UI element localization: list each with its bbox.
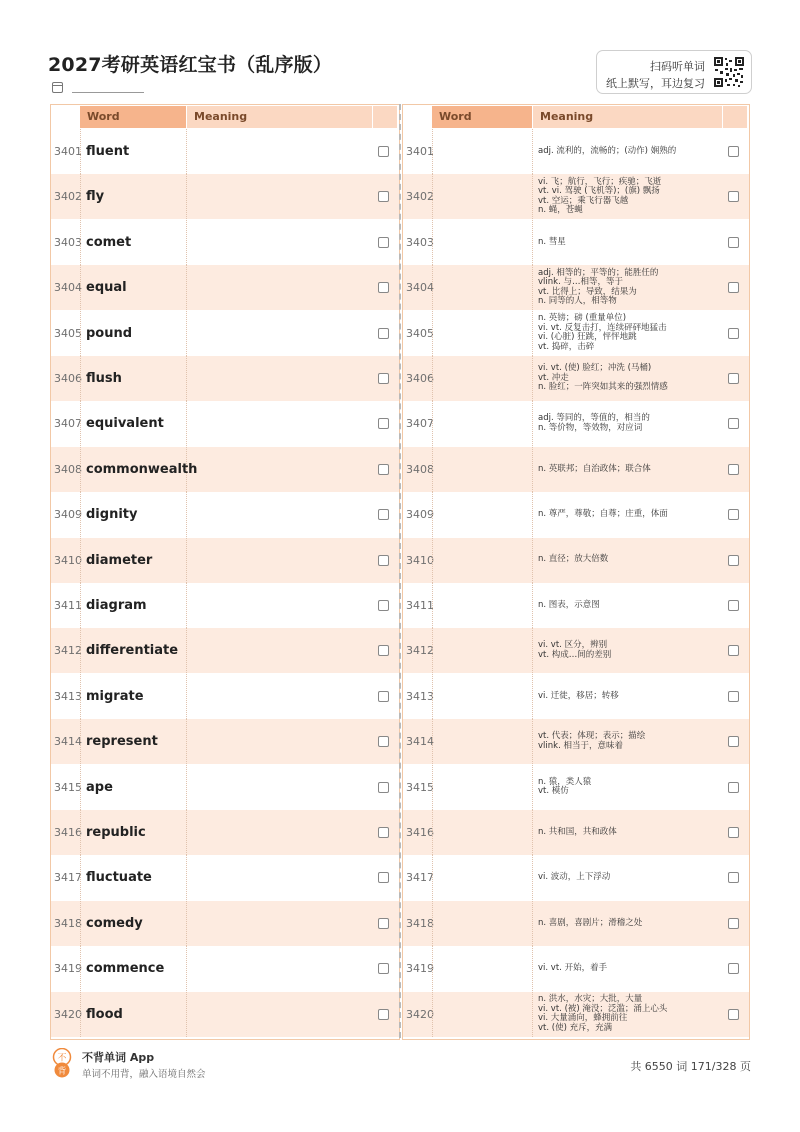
entry-number: 3420 bbox=[54, 1007, 82, 1021]
checkbox[interactable] bbox=[378, 146, 389, 157]
checkbox[interactable] bbox=[728, 373, 739, 384]
entry-number: 3404 bbox=[54, 281, 82, 295]
checkbox[interactable] bbox=[728, 418, 739, 429]
checkbox[interactable] bbox=[378, 328, 389, 339]
table-row bbox=[51, 538, 399, 583]
row-divider bbox=[186, 538, 187, 583]
table-row bbox=[51, 220, 399, 265]
table-row bbox=[403, 174, 749, 219]
row-divider bbox=[186, 311, 187, 356]
checkbox[interactable] bbox=[378, 191, 389, 202]
row-divider bbox=[80, 719, 81, 764]
meaning-text: n. 共和国，共和政体 bbox=[538, 826, 617, 837]
word-text: fluctuate bbox=[86, 870, 152, 886]
row-divider bbox=[432, 719, 433, 764]
word-text: fluent bbox=[86, 144, 130, 159]
entry-number: 3402 bbox=[406, 190, 434, 204]
word-text: equal bbox=[86, 280, 127, 296]
row-divider bbox=[432, 810, 433, 855]
meaning-column-header: Meaning bbox=[533, 106, 722, 128]
row-divider bbox=[432, 265, 433, 310]
row-divider bbox=[80, 311, 81, 356]
word-text: diagram bbox=[86, 598, 147, 613]
checkbox[interactable] bbox=[378, 782, 389, 793]
meaning-text: n. 喜剧，喜剧片；滑稽之处 bbox=[538, 917, 643, 928]
table-row bbox=[403, 946, 749, 991]
row-divider bbox=[186, 129, 187, 174]
meaning-text: vi. 波动，上下浮动 bbox=[538, 872, 611, 883]
word-text: equivalent bbox=[86, 416, 164, 432]
row-divider bbox=[432, 356, 433, 401]
table-row bbox=[403, 583, 749, 628]
row-divider bbox=[432, 401, 433, 446]
table-row bbox=[51, 901, 399, 946]
row-divider bbox=[532, 265, 533, 310]
table-row bbox=[403, 628, 749, 673]
meaning-text: vi. vt. (使) 脸红；冲洗 (马桶) vt. 冲走 n. 脸红；一阵突如其来的强烈情感 bbox=[538, 363, 668, 393]
row-divider bbox=[532, 946, 533, 991]
table-row bbox=[51, 174, 399, 219]
app-name: 不背单词 App bbox=[82, 1051, 155, 1064]
row-divider bbox=[186, 992, 187, 1037]
checkbox[interactable] bbox=[378, 509, 389, 520]
page-info: 共 6550 词 171/328 页 bbox=[630, 1060, 751, 1073]
table-row bbox=[403, 901, 749, 946]
row-divider bbox=[80, 129, 81, 174]
row-divider bbox=[432, 220, 433, 265]
checkbox[interactable] bbox=[728, 827, 739, 838]
meaning-text: n. 图表，示意图 bbox=[538, 599, 600, 610]
checkbox[interactable] bbox=[378, 918, 389, 929]
fold-divider bbox=[399, 104, 401, 1038]
row-divider bbox=[186, 583, 187, 628]
checkbox[interactable] bbox=[378, 237, 389, 248]
checkbox[interactable] bbox=[378, 963, 389, 974]
checkbox[interactable] bbox=[728, 509, 739, 520]
word-panel bbox=[50, 104, 400, 1040]
checkbox[interactable] bbox=[728, 282, 739, 293]
entry-number: 3409 bbox=[406, 508, 434, 522]
entry-number: 3404 bbox=[406, 281, 434, 295]
checkbox[interactable] bbox=[378, 373, 389, 384]
entry-number: 3408 bbox=[54, 462, 82, 476]
checkbox[interactable] bbox=[378, 418, 389, 429]
row-divider bbox=[80, 265, 81, 310]
row-divider bbox=[186, 810, 187, 855]
row-divider bbox=[186, 765, 187, 810]
table-row bbox=[51, 129, 399, 174]
checkbox[interactable] bbox=[728, 146, 739, 157]
row-divider bbox=[186, 901, 187, 946]
app-slogan: 单词不用背，融入语境自然会 bbox=[82, 1069, 206, 1080]
table-row bbox=[51, 992, 399, 1037]
checkbox[interactable] bbox=[728, 600, 739, 611]
row-divider bbox=[532, 356, 533, 401]
logo-bottom-glyph: 背 bbox=[57, 1066, 67, 1077]
table-row bbox=[51, 719, 399, 764]
checkbox[interactable] bbox=[378, 645, 389, 656]
entry-number: 3410 bbox=[406, 553, 434, 567]
entry-number: 3413 bbox=[406, 689, 434, 703]
row-divider bbox=[432, 992, 433, 1037]
table-row bbox=[51, 810, 399, 855]
row-divider bbox=[186, 356, 187, 401]
row-divider bbox=[80, 674, 81, 719]
table-row bbox=[51, 765, 399, 810]
row-divider bbox=[80, 538, 81, 583]
row-divider bbox=[80, 628, 81, 673]
row-divider bbox=[186, 674, 187, 719]
row-divider bbox=[432, 765, 433, 810]
row-divider bbox=[186, 401, 187, 446]
row-divider bbox=[186, 855, 187, 900]
meaning-text: vi. 飞；航行，飞行；疾驰；飞逝 vt. vi. 驾驶 (飞机等)；(旗) 飘扬 vt. 空运；乘飞行器飞越 n. 蝇，苍蝇 bbox=[538, 176, 662, 216]
qr-subcaption: 纸上默写，耳边复习 bbox=[606, 77, 705, 90]
entry-number: 3407 bbox=[406, 417, 434, 431]
row-divider bbox=[532, 129, 533, 174]
row-divider bbox=[432, 538, 433, 583]
row-divider bbox=[532, 220, 533, 265]
row-divider bbox=[532, 810, 533, 855]
checkbox[interactable] bbox=[378, 282, 389, 293]
entry-number: 3401 bbox=[406, 145, 434, 158]
row-divider bbox=[432, 901, 433, 946]
row-divider bbox=[532, 174, 533, 219]
meaning-column-header: Meaning bbox=[187, 106, 372, 128]
meaning-text: n. 猿，类人猿 vt. 模仿 bbox=[538, 776, 592, 797]
word-column-header: Word bbox=[432, 106, 532, 128]
table-row bbox=[51, 583, 399, 628]
word-text: dignity bbox=[86, 507, 138, 523]
meaning-text: n. 彗星 bbox=[538, 236, 566, 247]
checkbox[interactable] bbox=[728, 736, 739, 747]
date-line bbox=[72, 92, 144, 93]
table-row bbox=[403, 719, 749, 764]
row-divider bbox=[532, 765, 533, 810]
meaning-text: adj. 流利的，流畅的；(动作) 娴熟的 bbox=[538, 145, 677, 156]
entry-number: 3412 bbox=[406, 644, 434, 658]
word-text: diameter bbox=[86, 552, 153, 568]
table-row bbox=[51, 628, 399, 673]
table-row bbox=[403, 401, 749, 446]
table-row bbox=[403, 311, 749, 356]
word-text: comet bbox=[86, 234, 132, 250]
word-text: represent bbox=[86, 734, 158, 750]
table-row bbox=[51, 492, 399, 537]
row-divider bbox=[80, 356, 81, 401]
row-divider bbox=[532, 538, 533, 583]
table-row bbox=[403, 447, 749, 492]
qr-code-icon[interactable] bbox=[713, 56, 745, 88]
meaning-text: vt. 代表；体现；表示；描绘 vlink. 相当于，意味着 bbox=[538, 731, 646, 751]
table-row bbox=[403, 538, 749, 583]
meaning-text: vi. 迁徙，移居；转移 bbox=[538, 690, 619, 701]
logo-top-glyph: 不 bbox=[57, 1053, 67, 1064]
entry-number: 3415 bbox=[406, 780, 434, 794]
table-row bbox=[51, 311, 399, 356]
checkbox[interactable] bbox=[378, 872, 389, 883]
table-row bbox=[403, 810, 749, 855]
row-divider bbox=[532, 311, 533, 356]
checkbox[interactable] bbox=[378, 827, 389, 838]
checkbox[interactable] bbox=[728, 191, 739, 202]
row-divider bbox=[532, 628, 533, 673]
table-row bbox=[403, 129, 749, 174]
row-divider bbox=[80, 583, 81, 628]
word-text: flood bbox=[86, 1006, 123, 1022]
entry-number: 3403 bbox=[54, 235, 82, 249]
row-divider bbox=[80, 901, 81, 946]
meaning-text: n. 直径；放大倍数 bbox=[538, 554, 609, 565]
entry-number: 3413 bbox=[54, 689, 82, 703]
table-row bbox=[403, 765, 749, 810]
calendar-icon bbox=[52, 82, 63, 93]
row-divider bbox=[80, 992, 81, 1037]
entry-number: 3419 bbox=[54, 962, 82, 976]
entry-number: 3401 bbox=[54, 145, 82, 158]
table-row bbox=[403, 674, 749, 719]
row-divider bbox=[532, 719, 533, 764]
qr-caption: 扫码听单词 bbox=[650, 60, 705, 73]
entry-number: 3409 bbox=[54, 508, 82, 522]
entry-number: 3408 bbox=[406, 462, 434, 476]
checkbox[interactable] bbox=[728, 464, 739, 475]
row-divider bbox=[186, 492, 187, 537]
entry-number: 3417 bbox=[54, 871, 82, 885]
meaning-text: n. 洪水，水灾；大批，大量 vi. vt. (被) 淹没；泛滥；涌上心头 vi. 大量涌向，蜂拥前往 vt. (使) 充斥，充满 bbox=[538, 994, 668, 1033]
entry-number: 3410 bbox=[54, 553, 82, 567]
row-divider bbox=[186, 265, 187, 310]
meaning-panel bbox=[402, 104, 750, 1040]
row-divider bbox=[532, 992, 533, 1037]
entry-number: 3411 bbox=[406, 599, 434, 612]
row-divider bbox=[532, 674, 533, 719]
row-divider bbox=[432, 674, 433, 719]
entry-number: 3406 bbox=[54, 372, 82, 385]
row-divider bbox=[80, 946, 81, 991]
row-divider bbox=[186, 220, 187, 265]
entry-number: 3414 bbox=[406, 735, 434, 749]
meaning-text: vi. vt. 开始，着手 bbox=[538, 962, 608, 973]
table-row bbox=[51, 855, 399, 900]
row-divider bbox=[432, 855, 433, 900]
checkbox[interactable] bbox=[728, 1009, 739, 1020]
table-row bbox=[403, 855, 749, 900]
table-row bbox=[403, 220, 749, 265]
row-divider bbox=[432, 447, 433, 492]
table-row bbox=[51, 447, 399, 492]
checkbox[interactable] bbox=[728, 645, 739, 656]
entry-number: 3405 bbox=[54, 326, 82, 340]
word-text: ape bbox=[86, 779, 113, 795]
row-divider bbox=[186, 174, 187, 219]
row-divider bbox=[532, 401, 533, 446]
qr-card[interactable] bbox=[596, 50, 752, 94]
table-row bbox=[403, 492, 749, 537]
word-text: commonwealth bbox=[86, 461, 198, 477]
checkbox[interactable] bbox=[728, 782, 739, 793]
entry-number: 3415 bbox=[54, 780, 82, 794]
entry-number: 3420 bbox=[406, 1007, 434, 1021]
row-divider bbox=[432, 129, 433, 174]
row-divider bbox=[80, 855, 81, 900]
checkbox[interactable] bbox=[378, 555, 389, 566]
checkbox[interactable] bbox=[728, 555, 739, 566]
meaning-text: n. 英联邦；自治政体；联合体 bbox=[538, 463, 651, 474]
row-divider bbox=[432, 583, 433, 628]
word-text: differentiate bbox=[86, 643, 179, 659]
row-divider bbox=[186, 719, 187, 764]
meaning-text: n. 尊严，尊敬；自尊；庄重，体面 bbox=[538, 508, 668, 519]
checkbox[interactable] bbox=[378, 600, 389, 611]
row-divider bbox=[80, 447, 81, 492]
table-row bbox=[403, 265, 749, 310]
checkbox[interactable] bbox=[378, 691, 389, 702]
table-row bbox=[51, 401, 399, 446]
entry-number: 3405 bbox=[406, 326, 434, 340]
row-divider bbox=[432, 311, 433, 356]
row-divider bbox=[432, 492, 433, 537]
checkbox[interactable] bbox=[728, 237, 739, 248]
meaning-text: vi. vt. 区分，辨别 vt. 构成…间的差别 bbox=[538, 640, 612, 660]
row-divider bbox=[432, 628, 433, 673]
checkbox[interactable] bbox=[728, 872, 739, 883]
entry-number: 3412 bbox=[54, 644, 82, 658]
word-text: republic bbox=[86, 825, 146, 840]
entry-number: 3418 bbox=[406, 916, 434, 930]
table-row bbox=[51, 265, 399, 310]
table-row bbox=[403, 992, 749, 1037]
word-column-header: Word bbox=[80, 106, 186, 128]
entry-number: 3403 bbox=[406, 235, 434, 249]
word-text: fly bbox=[86, 189, 105, 205]
row-divider bbox=[432, 946, 433, 991]
row-divider bbox=[532, 901, 533, 946]
checkbox[interactable] bbox=[728, 918, 739, 929]
row-divider bbox=[532, 855, 533, 900]
checkbox[interactable] bbox=[728, 691, 739, 702]
entry-number: 3418 bbox=[54, 916, 82, 930]
entry-number: 3419 bbox=[406, 962, 434, 976]
entry-number: 3416 bbox=[406, 826, 434, 839]
table-row bbox=[51, 674, 399, 719]
table-row bbox=[51, 946, 399, 991]
page-title: 2027考研英语红宝书（乱序版） bbox=[48, 54, 333, 76]
row-divider bbox=[80, 174, 81, 219]
entry-number: 3402 bbox=[54, 190, 82, 204]
row-divider bbox=[432, 174, 433, 219]
word-text: flush bbox=[86, 371, 122, 386]
checkbox[interactable] bbox=[378, 464, 389, 475]
word-text: pound bbox=[86, 325, 133, 341]
row-divider bbox=[532, 583, 533, 628]
checkbox[interactable] bbox=[728, 328, 739, 339]
row-divider bbox=[80, 220, 81, 265]
entry-number: 3406 bbox=[406, 372, 434, 385]
app-logo-icon bbox=[52, 1048, 72, 1078]
check-column-header bbox=[373, 106, 397, 128]
entry-number: 3411 bbox=[54, 599, 82, 612]
table-row bbox=[403, 356, 749, 401]
entry-number: 3417 bbox=[406, 871, 434, 885]
row-divider bbox=[80, 401, 81, 446]
meaning-text: adj. 等同的，等值的，相当的 n. 等价物，等效物，对应词 bbox=[538, 413, 650, 433]
word-text: migrate bbox=[86, 688, 144, 704]
meaning-text: adj. 相等的；平等的；能胜任的 vlink. 与…相等，等于 vt. 比得上；导致，结果为 n. 同等的人，相等物 bbox=[538, 267, 659, 307]
entry-number: 3407 bbox=[54, 417, 82, 431]
checkbox[interactable] bbox=[378, 1009, 389, 1020]
row-divider bbox=[532, 492, 533, 537]
row-divider bbox=[186, 628, 187, 673]
checkbox[interactable] bbox=[378, 736, 389, 747]
checkbox[interactable] bbox=[728, 963, 739, 974]
meaning-text: n. 英镑；磅 (重量单位) vi. vt. 反复击打，连续砰砰地猛击 vi. (心脏) 狂跳，怦怦地跳 vt. 捣碎，击碎 bbox=[538, 313, 667, 352]
entry-number: 3416 bbox=[54, 826, 82, 839]
table-row bbox=[51, 356, 399, 401]
word-text: comedy bbox=[86, 915, 143, 931]
row-divider bbox=[80, 810, 81, 855]
row-divider bbox=[80, 765, 81, 810]
check-column-header bbox=[723, 106, 747, 128]
row-divider bbox=[186, 946, 187, 991]
entry-number: 3414 bbox=[54, 735, 82, 749]
row-divider bbox=[532, 447, 533, 492]
row-divider bbox=[80, 492, 81, 537]
word-text: commence bbox=[86, 961, 165, 977]
